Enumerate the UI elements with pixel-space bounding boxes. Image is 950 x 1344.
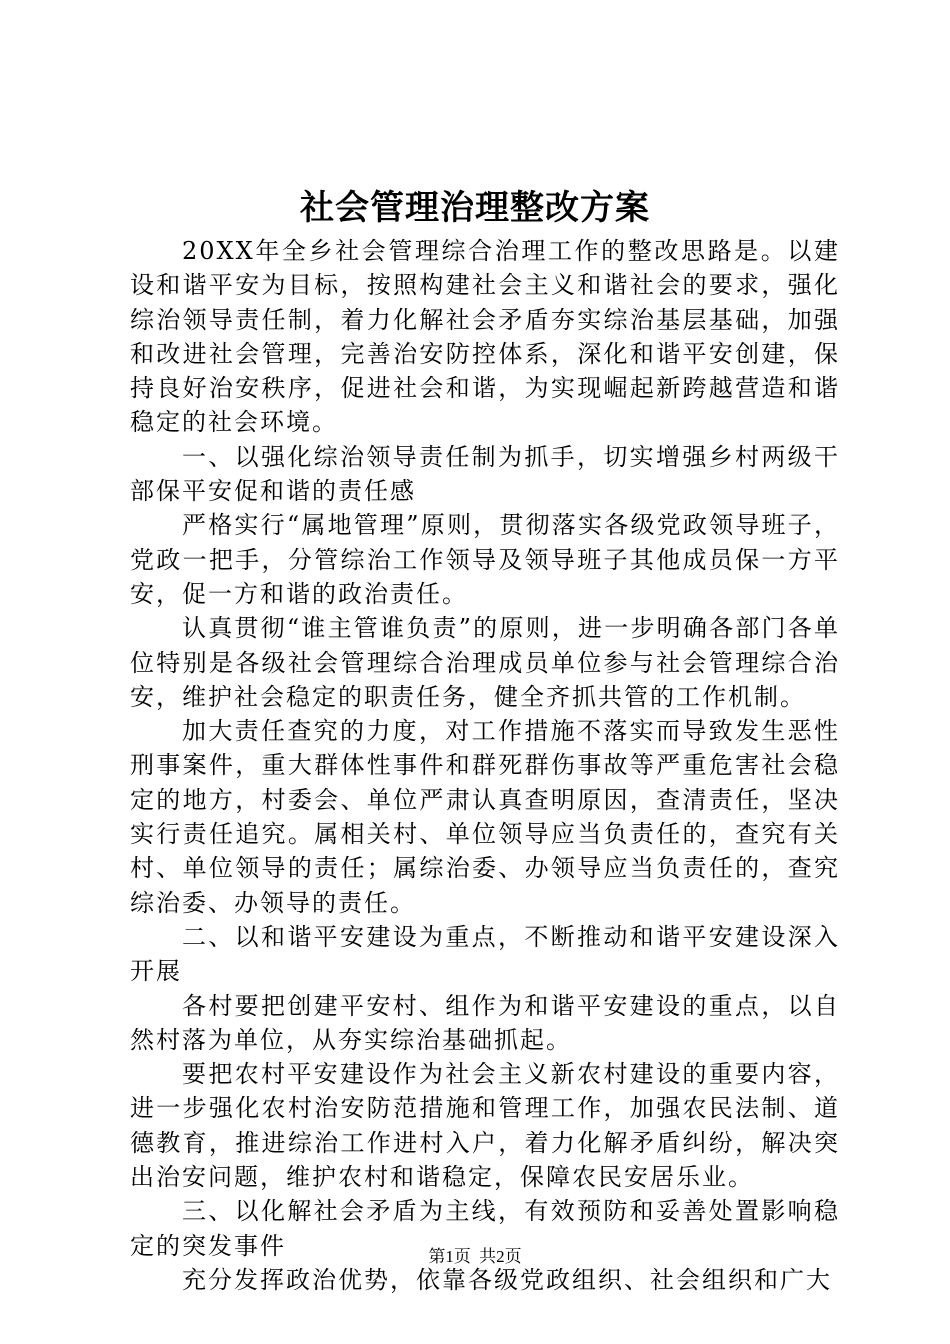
page-number: 第1页 (428, 1247, 471, 1266)
page-footer (0, 1246, 950, 1268)
paragraph: 20XX年全乡社会管理综合治理工作的整改思路是。以建设和谐平安为目标，按照构建社会主义和谐社会的要求，强化综治领导责任制，着力化解社会矛盾夯实综治基层基础，加强和改进社会管理，完善治安防控体系，深化和谐平安创建，保持良好治安秩序，促进社会和谐，为实现崛起新跨越营造和谐稳定的社会环境。 (130, 237, 840, 437)
section-heading: 一、以强化综治领导责任制为抓手，切实增强乡村两级干部保平安促和谐的责任感 (130, 442, 840, 506)
document-title: 社会管理治理整改方案 (300, 188, 650, 228)
paragraph: 严格实行“属地管理”原则，贯彻落实各级党政领导班子，党政一把手，分管综治工作领导及领导班子其他成员保一方平安，促一方和谐的政治责任。 (130, 511, 840, 608)
paragraph: 各村要把创建平安村、组作为和谐平安建设的重点，以自然村落为单位，从夯实综治基础抓起。 (130, 991, 840, 1054)
paragraph: 认真贯彻“谁主管谁负责”的原则，进一步明确各部门各单位特别是各级社会管理综合治理成员单位参与社会管理综合治安，维护社会稳定的职责任务，健全齐抓共管的工作机制。 (130, 614, 840, 711)
paragraph: 加大责任查究的力度，对工作措施不落实而导致发生恶性刑事案件，重大群体性事件和群死群伤事故等严重危害社会稳定的地方，村委会、单位严肃认真查明原因，查清责任，坚决实行责任追究。属相关村、单位领导应当负责任的，查究有关村、单位领导的责任；属综治委、办领导应当负责任的，查究综治委、办领导的责任。 (130, 717, 840, 917)
section-heading: 二、以和谐平安建设为重点，不断推动和谐平安建设深入开展 (130, 922, 840, 986)
paragraph: 充分发挥政治优势，依靠各级党政组织、社会组织和广大 (182, 1265, 832, 1294)
section-heading: 三、以化解社会矛盾为主线，有效预防和妥善处置影响稳定的突发事件 (130, 1197, 840, 1260)
paragraph: 要把农村平安建设作为社会主义新农村建设的重要内容，进一步强化农村治安防范措施和管理工作，加强农民法制、道德教育，推进综治工作进村入户，着力化解矛盾纠纷，解决突出治安问题，维护农村和谐稳定，保障农民安居乐业。 (130, 1060, 840, 1192)
total-pages: 共2页 (479, 1247, 522, 1266)
document-body (130, 234, 840, 1297)
